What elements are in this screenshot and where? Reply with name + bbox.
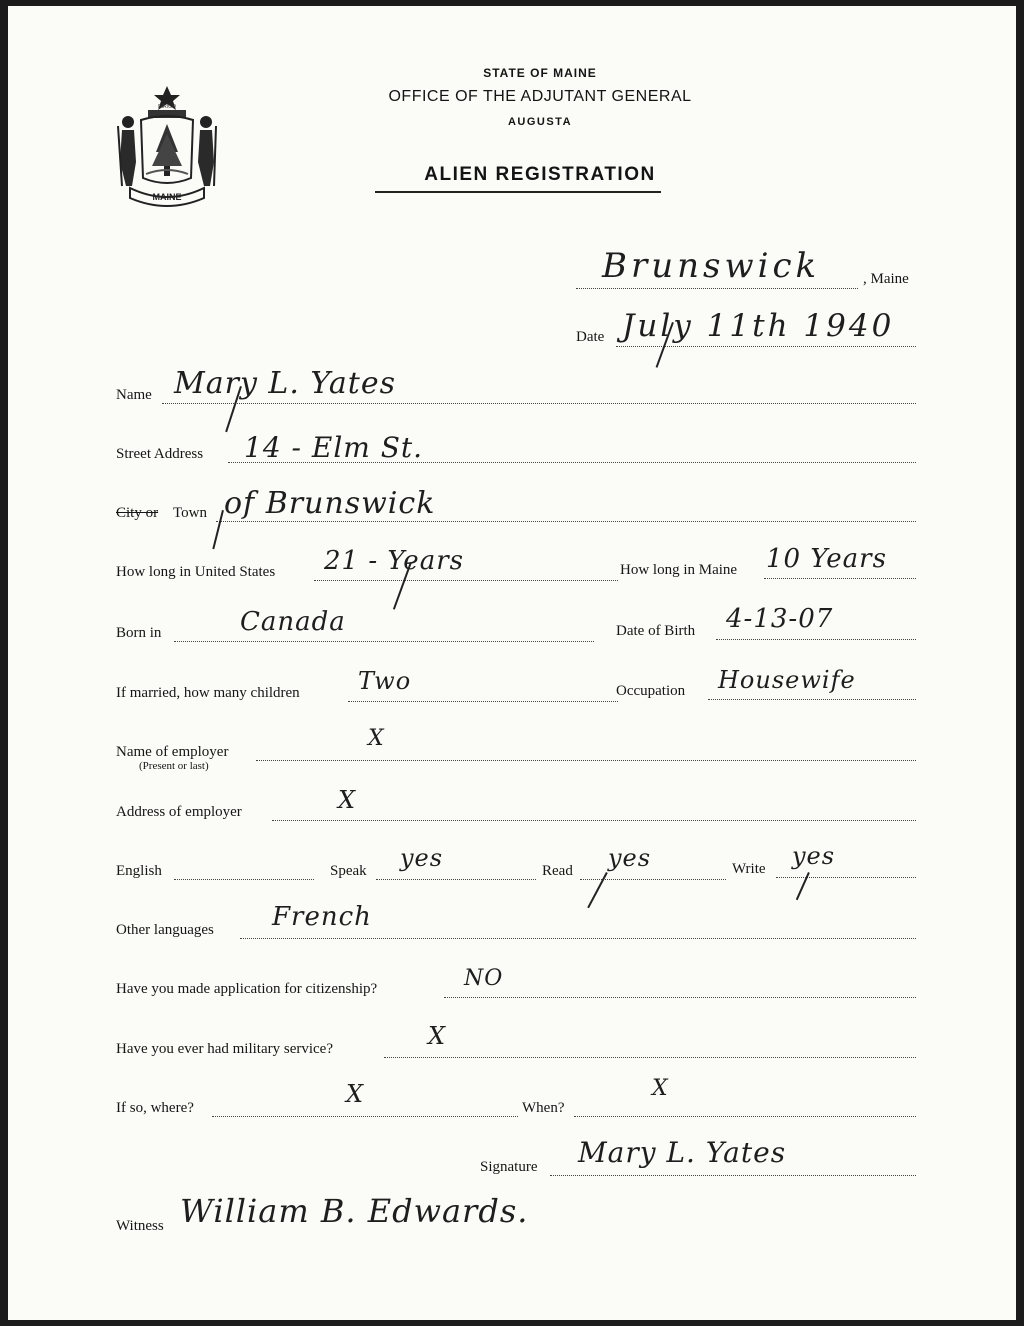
where-dots <box>212 1116 518 1117</box>
town-dots <box>216 521 916 522</box>
pen-stroke <box>587 872 608 908</box>
born-in-value: Canada <box>240 607 346 637</box>
other-languages-label: Other languages <box>116 922 214 938</box>
employer-address-label: Address of employer <box>116 804 242 820</box>
title-underline <box>375 191 661 193</box>
write-dots <box>776 877 916 878</box>
street-address-label: Street Address <box>116 446 204 462</box>
seal-banner: MAINE <box>152 192 182 202</box>
how-long-us-dots <box>314 580 618 581</box>
when-label: When? <box>522 1100 565 1116</box>
header-office: OFFICE OF THE ADJUTANT GENERAL <box>388 88 692 105</box>
military-value: X <box>428 1022 447 1050</box>
employer-name-label: Name of employer <box>116 744 229 760</box>
date-label: Date <box>576 329 605 345</box>
name-dots <box>162 403 916 404</box>
town-value: of Brunswick <box>224 486 436 521</box>
military-label: Have you ever had military service? <box>116 1041 333 1057</box>
date-of-birth-label: Date of Birth <box>616 623 696 639</box>
date-of-birth-value: 4-13-07 <box>726 604 834 634</box>
place-dots <box>576 288 858 289</box>
place-suffix: , Maine <box>863 271 909 287</box>
witness-value: William B. Edwards. <box>180 1192 529 1230</box>
employer-name-value: X <box>368 726 385 751</box>
where-label: If so, where? <box>116 1100 194 1116</box>
town-label: Town <box>173 505 207 521</box>
form-title: ALIEN REGISTRATION <box>424 164 656 185</box>
how-long-us-label: How long in United States <box>116 564 276 580</box>
occupation-dots <box>708 699 916 700</box>
header-city: AUGUSTA <box>507 116 573 128</box>
how-long-maine-value: 10 Years <box>766 544 887 574</box>
military-dots <box>384 1057 916 1058</box>
state-seal-icon <box>108 82 226 210</box>
place-value: Brunswick <box>602 246 821 286</box>
how-long-us-value: 21 - Years <box>324 546 464 576</box>
date-of-birth-dots <box>716 639 916 640</box>
how-long-maine-dots <box>764 578 916 579</box>
registration-form <box>8 6 1016 1320</box>
how-long-maine-label: How long in Maine <box>620 562 738 578</box>
citizenship-value: NO <box>464 966 504 991</box>
write-label: Write <box>732 861 766 877</box>
name-value: Mary L. Yates <box>174 366 396 401</box>
when-value: X <box>652 1076 669 1101</box>
pen-stroke <box>212 510 224 549</box>
employer-name-dots <box>256 760 916 761</box>
date-dots <box>616 346 916 347</box>
employer-address-value: X <box>338 786 357 814</box>
employer-name-sublabel: (Present or last) <box>139 760 209 772</box>
header-state: STATE OF MAINE <box>483 66 597 80</box>
english-label: English <box>116 863 162 879</box>
occupation-value: Housewife <box>718 666 856 694</box>
born-in-label: Born in <box>116 625 162 641</box>
speak-value: yes <box>400 844 444 872</box>
signature-dots <box>550 1175 916 1176</box>
children-dots <box>348 701 618 702</box>
date-value: July 11th 1940 <box>622 308 895 344</box>
street-address-value: 14 - Elm St. <box>244 431 424 464</box>
speak-dots <box>376 879 536 880</box>
seal-motto: DIRIGO <box>158 104 176 110</box>
write-value: yes <box>792 842 836 870</box>
read-value: yes <box>608 844 652 872</box>
read-label: Read <box>542 863 573 879</box>
born-in-dots <box>174 641 594 642</box>
occupation-label: Occupation <box>616 683 686 699</box>
employer-address-dots <box>272 820 916 821</box>
other-languages-value: French <box>272 902 372 932</box>
when-dots <box>574 1116 916 1117</box>
name-label: Name <box>116 387 152 403</box>
city-label-struck: City or <box>116 505 159 521</box>
signature-label: Signature <box>480 1159 538 1175</box>
citizenship-label: Have you made application for citizenship? <box>116 981 378 997</box>
children-value: Two <box>358 667 412 695</box>
other-languages-dots <box>240 938 916 939</box>
children-label: If married, how many children <box>116 685 300 701</box>
where-value: X <box>346 1080 365 1108</box>
signature-value: Mary L. Yates <box>578 1136 787 1169</box>
speak-label: Speak <box>330 863 367 879</box>
witness-label: Witness <box>116 1218 164 1234</box>
citizenship-dots <box>444 997 916 998</box>
english-dots <box>174 879 314 880</box>
